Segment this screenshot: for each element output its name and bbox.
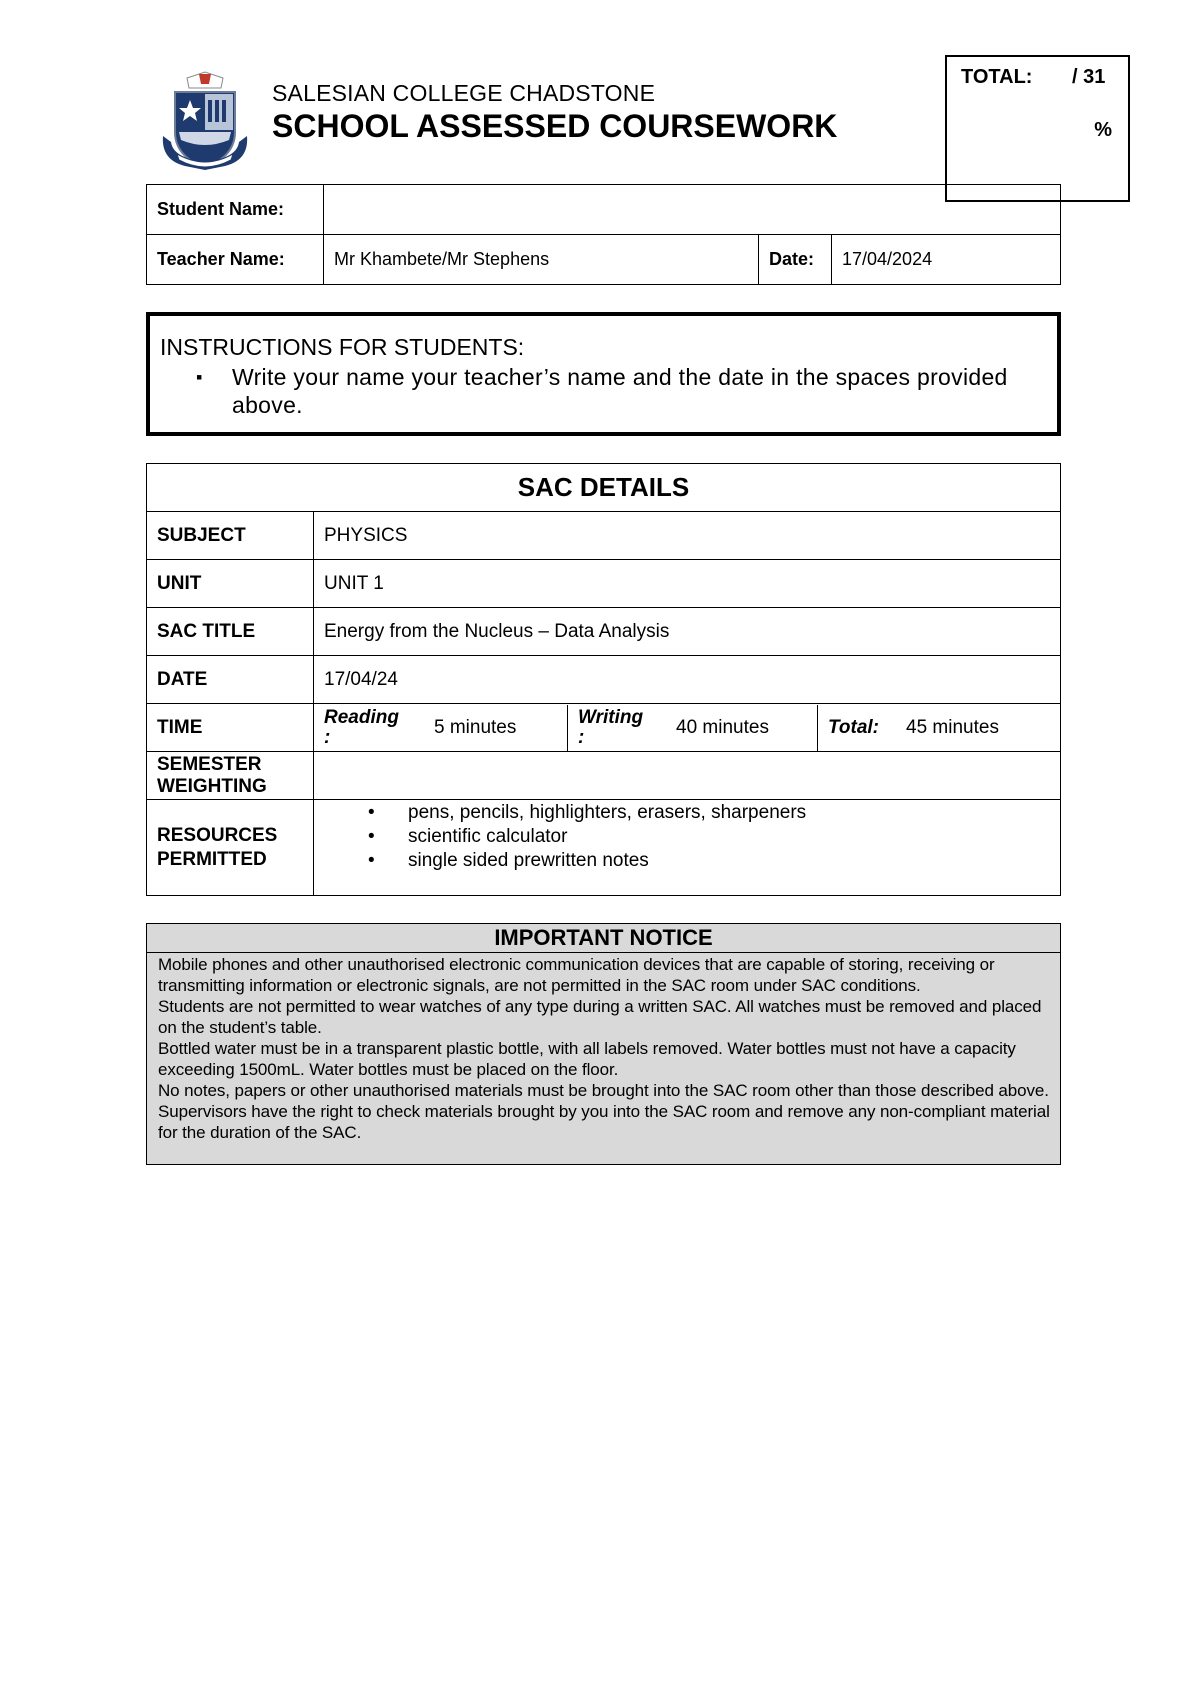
semester-weighting-label: SEMESTER WEIGHTING — [147, 752, 314, 800]
semester-weighting-value — [314, 752, 1061, 800]
total-score-box — [945, 55, 1130, 202]
notice-paragraph: Mobile phones and other unauthorised electronic communication devices that are capable of storing, receiving or transmitting information or electronic signals, are not permitted in the SAC room under SAC conditions. — [158, 955, 995, 995]
student-info-table — [146, 184, 1061, 285]
total-score: / 31 — [1072, 66, 1106, 88]
teacher-name-label: Teacher Name: — [147, 235, 324, 285]
total-time-cell — [818, 705, 1060, 751]
important-notice-box — [146, 923, 1061, 1165]
sac-title-label: SAC TITLE — [147, 608, 314, 656]
time-label: TIME — [147, 704, 314, 752]
sac-date-value: 17/04/24 — [314, 656, 1061, 704]
date-row — [147, 656, 1061, 704]
reading-time-cell — [314, 705, 568, 751]
total-percent: % — [1094, 119, 1112, 141]
time-row — [147, 704, 1061, 752]
notice-paragraph: Students are not permitted to wear watches of any type during a written SAC. All watches must be removed and placed on the student’s table. — [158, 997, 1042, 1037]
instructions-title: INSTRUCTIONS FOR STUDENTS: — [160, 334, 525, 360]
total-label: TOTAL: — [961, 66, 1033, 88]
resource-item: • single sided prewritten notes — [408, 849, 1050, 873]
unit-value: UNIT 1 — [314, 560, 1061, 608]
sac-title-value: Energy from the Nucleus – Data Analysis — [314, 608, 1061, 656]
total-time-label: Total: — [828, 716, 880, 738]
notice-heading: IMPORTANT NOTICE — [147, 924, 1060, 953]
resource-item: • scientific calculator — [408, 825, 1050, 849]
school-name: SALESIAN COLLEGE CHADSTONE — [272, 80, 656, 106]
student-name-field[interactable] — [324, 185, 1061, 235]
unit-row — [147, 560, 1061, 608]
notice-paragraph: Bottled water must be in a transparent plastic bottle, with all labels removed. Water bottles must not have a capacity exceeding 1500mL. Water bottles must be placed on the floor. — [158, 1039, 1016, 1079]
school-crest-logo — [155, 70, 255, 180]
reading-value: 5 minutes — [434, 716, 517, 738]
sac-date-label: DATE — [147, 656, 314, 704]
notice-body — [147, 953, 1060, 1143]
resources-row — [147, 800, 1061, 896]
writing-time-cell — [568, 705, 818, 751]
document-title: SCHOOL ASSESSED COURSEWORK — [272, 108, 838, 144]
teacher-name-row — [147, 235, 1061, 285]
student-name-row — [147, 185, 1061, 235]
subject-value: PHYSICS — [314, 512, 1061, 560]
date-field[interactable]: 17/04/2024 — [832, 235, 1061, 285]
date-label: Date: — [759, 235, 832, 285]
student-name-label: Student Name: — [147, 185, 324, 235]
sac-details-heading: SAC DETAILS — [147, 464, 1061, 512]
subject-row — [147, 512, 1061, 560]
notice-paragraph: Supervisors have the right to check materials brought by you into the SAC room and remove any non-compliant material for the duration of the SAC. — [158, 1102, 1050, 1142]
teacher-name-field[interactable]: Mr Khambete/Mr Stephens — [324, 235, 759, 285]
instructions-box — [146, 312, 1061, 436]
subject-label: SUBJECT — [147, 512, 314, 560]
reading-label: Reading : — [324, 706, 399, 748]
resource-item: • pens, pencils, highlighters, erasers, sharpeners — [408, 801, 1050, 825]
resources-list — [324, 801, 1050, 873]
sac-title-row — [147, 608, 1061, 656]
resources-label: RESOURCES PERMITTED — [147, 800, 314, 896]
writing-label: Writing : — [578, 706, 644, 748]
writing-value: 40 minutes — [676, 716, 769, 738]
instructions-list — [160, 363, 1047, 419]
sac-details-table — [146, 463, 1061, 896]
unit-label: UNIT — [147, 560, 314, 608]
notice-paragraph: No notes, papers or other unauthorised materials must be brought into the SAC room other than those described above. — [158, 1081, 1049, 1100]
total-time-value: 45 minutes — [906, 716, 999, 738]
instruction-item: ▪ Write your name your teacher’s name and the date in the spaces provided above. — [232, 363, 1047, 419]
semester-weighting-row — [147, 752, 1061, 800]
